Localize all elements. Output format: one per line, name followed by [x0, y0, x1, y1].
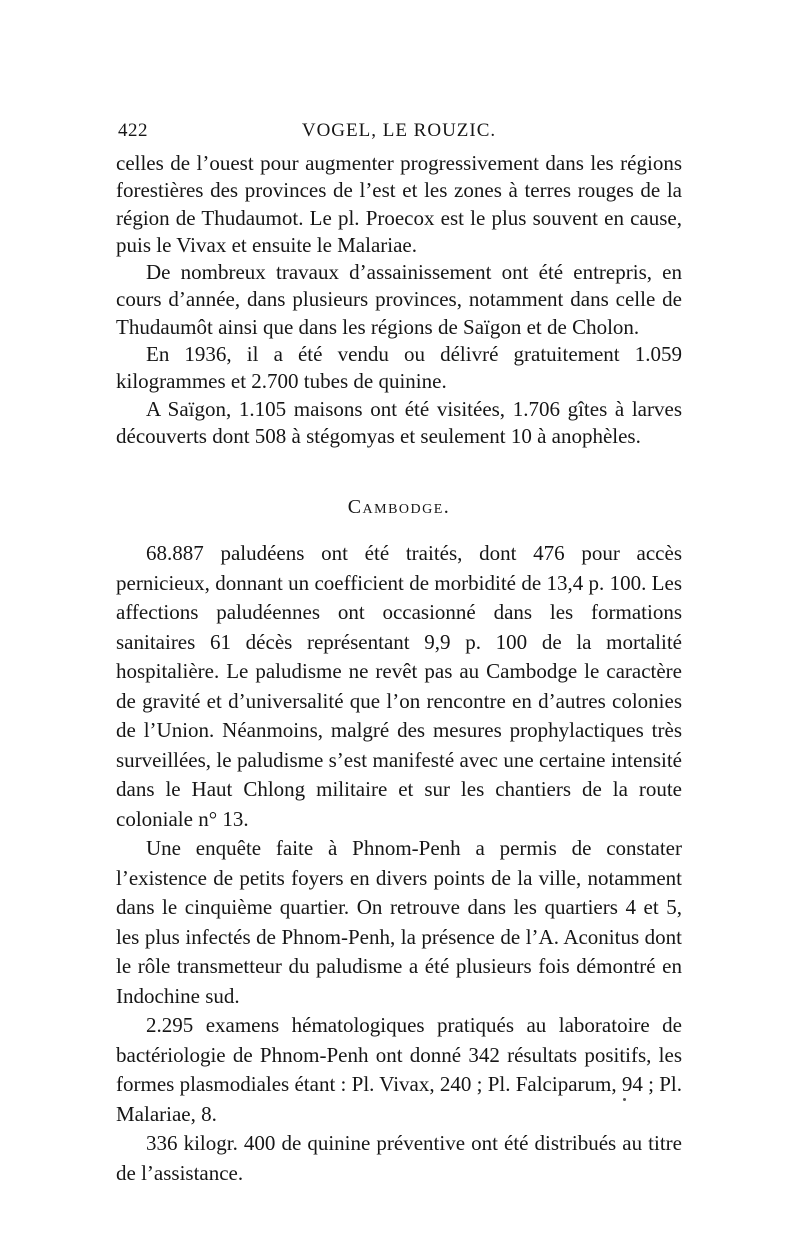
page-number: 422: [118, 120, 148, 141]
running-head: [118, 120, 680, 144]
paragraph: En 1936, il a été vendu ou délivré gratuitement 1.059 kilogrammes et 2.700 tubes de quinine.: [116, 342, 682, 394]
paragraph: De nombreux travaux d’assainissement ont été entrepris, en cours d’année, dans plusieurs provinces, notamment dans celle de Thudaumôt ainsi que dans les régions de Saïgon et de Cholon.: [116, 260, 682, 339]
paragraph: 336 kilogr. 400 de quinine préventive ont été distribués au titre de l’assistance.: [116, 1131, 682, 1185]
section-heading: [116, 496, 682, 519]
paragraph: 68.887 paludéens ont été traités, dont 476 pour accès pernicieux, donnant un coefficient de morbidité de 13,4 p. 100. Les affections paludéennes ont occasionné dans les formations sanitaires 61 décès représentant 9,9 p. 100 de la mortalité hospitalière. Le paludisme ne revêt pas au Cambodge le caractère de gravité et d’universalité que l’on rencontre en d’autres colonies de l’Union. Néanmoins, malgré des mesures prophylactiques très surveillées, le paludisme s’est manifesté avec une certaine intensité dans le Haut Chlong militaire et sur les chantiers de la route coloniale n° 13.: [116, 541, 682, 831]
paragraph: celles de l’ouest pour augmenter progressivement dans les régions forestières des provinces de l’est et les zones à terres rouges de la région de Thudaumot. Le pl. Proecox est le plus souvent en cause, puis le Vivax et ensuite le Malariae.: [116, 151, 682, 257]
print-speck: [623, 1098, 626, 1101]
paragraph: 2.295 examens hématologiques pratiqués au laboratoire de bactériologie de Phnom-Penh ont donné 342 résultats positifs, les formes plasmodiales étant : Pl. Vivax, 240 ; Pl. Falciparum, 94 ; Pl. Malariae, 8.: [116, 1013, 682, 1126]
cambodge-text-block: [116, 539, 682, 1188]
paragraph: Une enquête faite à Phnom-Penh a permis de constater l’existence de petits foyers en divers points de la ville, notamment dans le cinquième quartier. On retrouve dans les quartiers 4 et 5, les plus infectés de Phnom-Penh, la présence de l’A. Aconitus dont le rôle transmetteur du paludisme a été plusieurs fois démontré en Indochine sud.: [116, 836, 682, 1008]
section-heading-text: Cambodge.: [347, 496, 451, 518]
running-title: VOGEL, LE ROUZIC.: [301, 120, 497, 141]
intro-text-block: [116, 150, 682, 450]
paragraph: A Saïgon, 1.105 maisons ont été visitées, 1.706 gîtes à larves découverts dont 508 à stégomyas et seulement 10 à anophèles.: [116, 396, 682, 448]
